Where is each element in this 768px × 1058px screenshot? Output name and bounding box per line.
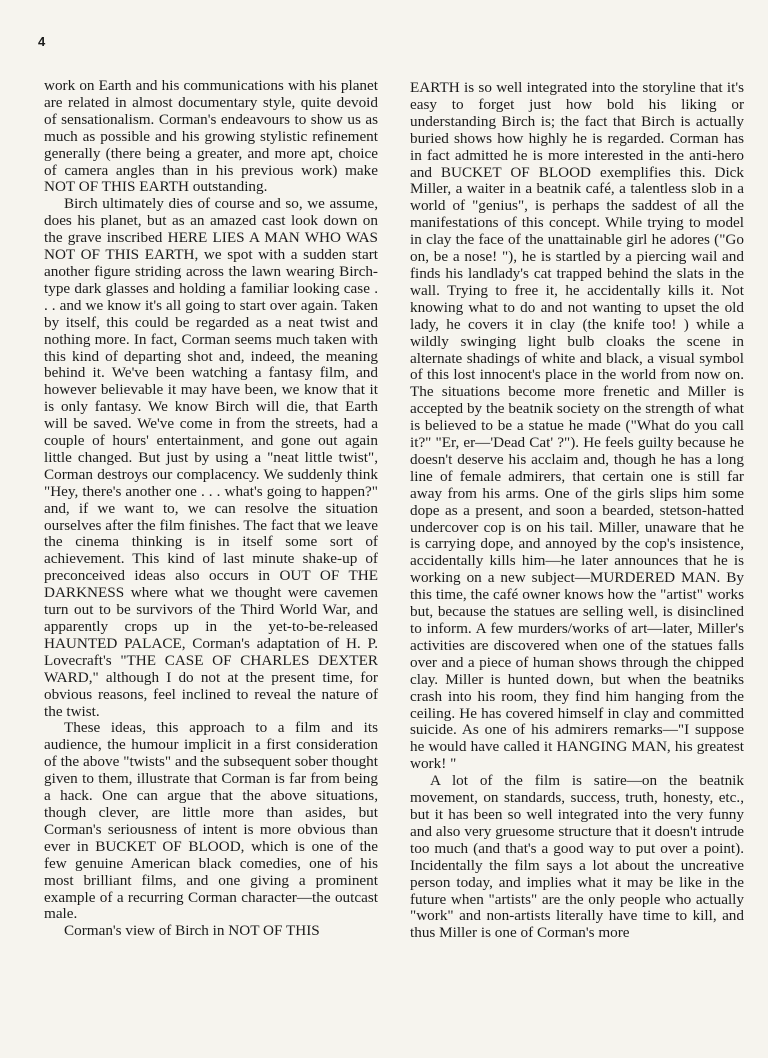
paragraph: Corman's view of Birch in NOT OF THIS xyxy=(64,922,320,940)
paragraph: These ideas, this approach to a film and its audience, the humour implicit in a first consideration of the above "twists" and the subsequent sober thought given to them, illustrate that Corman is far from being a hack. One can argue that the above situations, though clever, are little more than asides, but Corman's seriousness of intent is more obvious than ever in BUCKET OF BLOOD, which is one of the few genuine American black comedies, one of his most brilliant films, and one giving a prominent example of a recurring Corman character—the outcast male. xyxy=(44,719,378,923)
article-body xyxy=(44,78,744,1038)
paragraph: Birch ultimately dies of course and so, we assume, does his planet, but as an amazed cast look down on the grave inscribed HERE LIES A MAN WHO WAS NOT OF THIS EARTH, we spot with a sudden start another figure striding across the lawn wearing Birch-type dark glasses and holding a familiar looking case . . . and we know it's all going to start over again. Taken by itself, this could be regarded as a neat twist and nothing more. In fact, Corman seems much taken with this kind of departing shot and, indeed, the meaning behind it. We've been watching a fantasy film, and however believable it may have been, we know that it is only fantasy. We know Birch will die, that Earth will be saved. We've come in from the streets, had a couple of hours' entertainment, and gone out again little changed. But just by using a "neat little twist", Corman destroys our complacency. We suddenly think "Hey, there's another one . . . what's going to happen?" and, if we want to, we can resolve the situation ourselves after the film finishes. The fact that we leave the cinema thinking is in itself some sort of achievement. This kind of last minute shake-up of preconceived ideas also occurs in OUT OF THE DARKNESS where what we thought were cavemen turn out to be survivors of the Third World War, and apparently crops up in the yet-to-be-released HAUNTED PALACE, Corman's adaptation of H. P. Lovecraft's "THE CASE OF CHARLES DEXTER WARD," although I do not at the present time, for obvious reasons, feel inclined to reveal the nature of the twist. xyxy=(44,195,378,720)
page-number: 4 xyxy=(38,34,46,49)
left-column xyxy=(44,78,378,1038)
right-column xyxy=(410,80,744,1038)
paragraph: work on Earth and his communications with his planet are related in almost documentary style, quite devoid of sensationalism. Corman's endeavours to show us as much as possible and his growing stylistic refinement generally (there being a greater, and more apt, choice of camera angles than in his previous work) make NOT OF THIS EARTH outstanding. xyxy=(44,77,378,196)
paragraph: A lot of the film is satire—on the beatnik movement, on standards, success, truth, honesty, etc., but it has been so well integrated into the very funny and also very gruesome structure that it doesn't intrude too much (and that's a good way to put over a point). Incidentally the film says a lot about the uncreative person today, and implies what it may be like in the future when "artists" are the only people who actually "work" and non-artists literally have time to kill, and thus Miller is one of Corman's more xyxy=(410,772,744,942)
paragraph: EARTH is so well integrated into the storyline that it's easy to forget just how bold his liking or understanding Birch is; the fact that Birch is actually buried shows how highly he is regarded. Corman has in fact admitted he is more interested in the anti-hero and BUCKET OF BLOOD exemplifies this. Dick Miller, a waiter in a beatnik café, a talentless slob in a world of "genius", is perhaps the saddest of all the manifestations of this concept. While trying to model in clay the face of the unattainable girl he adores ("Go on, be a nose! "), he is startled by a piercing wail and finds his landlady's cat trapped behind the slats in the wall. Trying to free it, he accidentally kills it. Not knowing what to do and not wanting to upset the old lady, he covers it in clay (the knife too! ) while a wildly swinging light bulb cloaks the scene in alternate shadings of white and black, a visual symbol of this lost innocent's place in the world from now on. The situations become more frenetic and Miller is accepted by the beatnik society on the strength of what is believed to be a statue he made ("What do you call it?" "Er, er—'Dead Cat' ?"). He feels guilty because he doesn't deserve his acclaim and, though he has a long line of female admirers, that certain one is still far away from his arms. One of the girls slips him some dope as a present, and soon a bearded, stetson-hatted undercover cop is on his tail. Miller, unaware that he is carrying dope, and annoyed by the cop's insistence, accidentally kills him—he later announces that he is working on a new subject—MURDERED MAN. By this time, the café owner knows how the "artist" works but, because the statues are selling well, is disinclined to inform. A few murders/works of art—later, Miller's activities are discovered when one of the statues falls over and a piece of human shows through the chipped clay. Miller is hunted down, but when the beatniks crash into his room, they find him hanging from the ceiling. He has covered himself in clay and committed suicide. As one of his admirers remarks—"I suppose he would have called it HANGING MAN, his greatest work! " xyxy=(410,79,744,773)
